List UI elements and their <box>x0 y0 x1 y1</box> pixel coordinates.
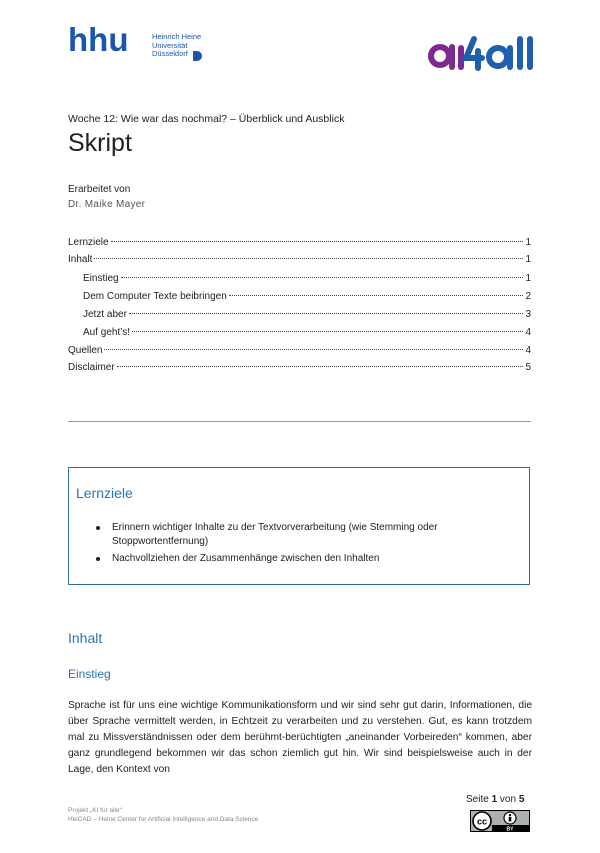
toc-page: 1 <box>525 237 531 248</box>
byline-label: Erarbeitet von <box>68 184 131 195</box>
hhu-logo-mark <box>193 51 203 61</box>
toc-label: Dem Computer Texte beibringen <box>83 291 227 302</box>
content-heading: Inhalt <box>68 630 103 646</box>
author-name: Dr. Maike Mayer <box>68 199 146 210</box>
toc-label: Disclaimer <box>68 362 115 373</box>
content-subheading: Einstieg <box>68 667 111 681</box>
bullet-icon <box>96 557 100 561</box>
page-prefix: Seite <box>466 794 489 805</box>
toc-entry-quellen[interactable] <box>68 345 531 356</box>
toc-leader <box>229 295 524 296</box>
toc-label: Quellen <box>68 345 103 356</box>
ai4all-wordmark: ai4all <box>428 34 431 35</box>
hhu-line-3: Düsseldorf <box>152 49 188 58</box>
bullet-icon <box>96 526 100 530</box>
toc-leader <box>121 277 524 278</box>
toc-entry-disclaimer[interactable] <box>68 362 531 373</box>
hhu-line-1: Heinrich Heine <box>152 32 202 41</box>
toc-leader <box>129 313 524 314</box>
hhu-logo <box>68 26 148 58</box>
learning-goal-text: Erinnern wichtiger Inhalte zu der Textvorverarbeitung (wie Stemming oder Stoppwortentfernung) <box>112 522 438 547</box>
toc-label: Inhalt <box>68 254 93 265</box>
toc-page: 2 <box>525 291 531 302</box>
page-indicator <box>466 794 524 805</box>
toc-page: 5 <box>525 362 531 373</box>
svg-text:cc: cc <box>476 816 488 827</box>
learning-goal-text: Nachvollziehen der Zusammenhänge zwischen den Inhalten <box>112 553 380 564</box>
body-paragraph: Sprache ist für uns eine wichtige Kommunikationsform und wir sind sehr gut darin, Informationen, die über Sprache vermittelt werden, in Echtzeit zu verarbeiten und zu verstehen. Gut, es kann trotzdem mal zu Missverständnissen oder dem berühmt-berüchtigten „aneinander Vorbeireden“ kommen, aber ganz grundlegend bekommen wir das schon ziemlich gut hin. Wir sind beispielsweise auch in der Lage, den Kontext von <box>68 700 532 775</box>
toc-entry-einstieg[interactable] <box>83 273 531 284</box>
toc-entry-auf-gehts[interactable] <box>83 327 531 338</box>
learning-goals-title: Lernziele <box>76 485 133 501</box>
toc-entry-dem-computer-texte-beibringen[interactable] <box>83 291 531 302</box>
toc-leader <box>111 241 524 242</box>
page-separator: von <box>499 794 517 805</box>
toc-leader <box>132 331 523 332</box>
toc-page: 4 <box>525 327 531 338</box>
toc-page: 3 <box>525 309 531 320</box>
toc-entry-lernziele[interactable] <box>68 237 531 248</box>
toc-label: Auf geht’s! <box>83 327 131 338</box>
section-divider <box>68 421 531 422</box>
footer-project: Projekt „KI für alle“ <box>68 807 122 814</box>
toc-page: 1 <box>525 273 531 284</box>
ai4all-logo <box>428 34 538 74</box>
toc-leader <box>94 258 523 259</box>
toc-label: Jetzt aber <box>83 309 127 320</box>
page-total: 5 <box>518 794 525 805</box>
toc-label: Lernziele <box>68 237 109 248</box>
learning-goal-item <box>112 552 512 566</box>
toc-entry-jetzt-aber[interactable] <box>83 309 531 320</box>
hhu-wordmark: hhu <box>68 26 129 58</box>
toc-page: 4 <box>525 345 531 356</box>
week-subtitle: Woche 12: Wie war das nochmal? – Überblick und Ausblick <box>68 113 345 125</box>
learning-goal-item <box>112 521 512 549</box>
toc-label: Einstieg <box>83 273 119 284</box>
document-title: Skript <box>68 129 132 157</box>
page-current: 1 <box>491 794 498 805</box>
license-label: BY <box>506 826 514 832</box>
cc-by-icon <box>470 810 530 832</box>
toc-entry-inhalt[interactable] <box>68 254 531 265</box>
toc-page: 1 <box>525 254 531 265</box>
toc-leader <box>104 349 523 350</box>
toc-leader <box>117 366 524 367</box>
footer-center: HeiCAD – Heine Center for Artificial Intelligence and Data Science <box>68 816 259 823</box>
hhu-line-2: Universität <box>152 40 188 50</box>
